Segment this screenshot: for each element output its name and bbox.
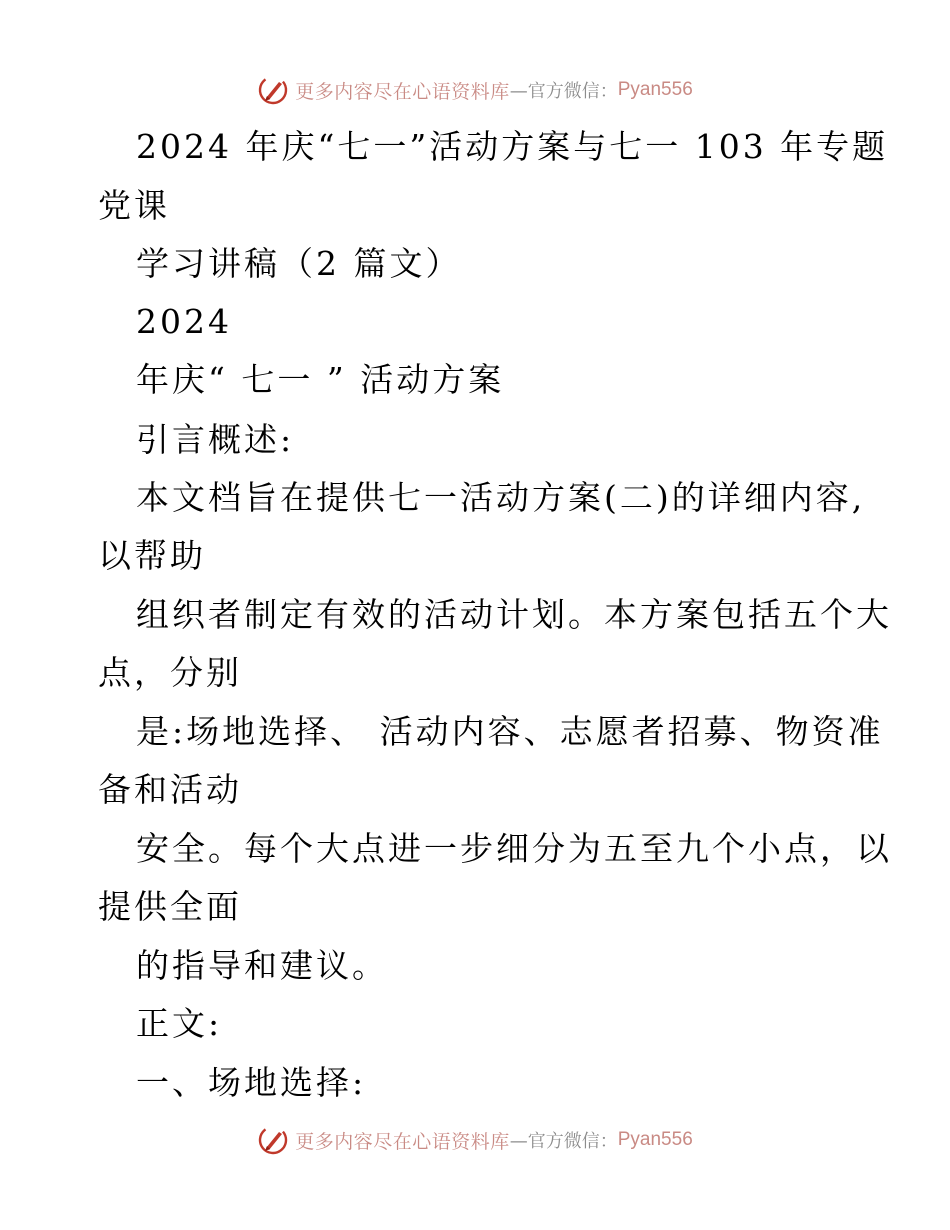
watermark-text: 更多内容尽在心语资料库 [295,1130,510,1153]
watermark-separator: —官方微信： [509,81,618,102]
year-line: 2024 [136,302,232,341]
paragraph-line: 是:场地选择、 活动内容、志愿者招募、物资准 [136,712,884,751]
watermark-account: Pyan556 [617,1129,693,1150]
subtitle-line: 学习讲稿（2 篇文） [136,244,462,283]
footer-watermark [0,1123,950,1157]
quill-pen-icon [257,74,289,106]
paragraph-line: 备和活动 [98,770,242,809]
paragraph-line: 组织者制定有效的活动计划。本方案包括五个大 [136,595,892,634]
paragraph-line: 的指导和建议。 [136,946,388,985]
paragraph-line: 点，分别 [98,653,242,692]
paragraph-line: 本文档旨在提供七一活动方案(二)的详细内容, [136,478,866,517]
plan-heading: 年庆“ 七一 ” 活动方案 [136,360,505,399]
section-heading: 一、场地选择: [136,1063,367,1102]
watermark-separator: —官方微信： [509,1131,618,1152]
quill-pen-icon [257,1124,289,1156]
paragraph-line: 安全。每个大点进一步细分为五至九个小点，以 [136,829,892,868]
title-line-1: 2024 年庆“七一”活动方案与七一 103 年专题 [136,127,889,166]
watermark-text: 更多内容尽在心语资料库 [295,80,510,103]
header-watermark [0,73,950,107]
main-text-heading: 正文: [136,1004,223,1043]
title-line-2: 党课 [98,186,170,225]
watermark-account: Pyan556 [617,79,693,100]
paragraph-line: 提供全面 [98,887,242,926]
paragraph-line: 以帮助 [98,536,206,575]
intro-heading: 引言概述: [136,420,295,459]
